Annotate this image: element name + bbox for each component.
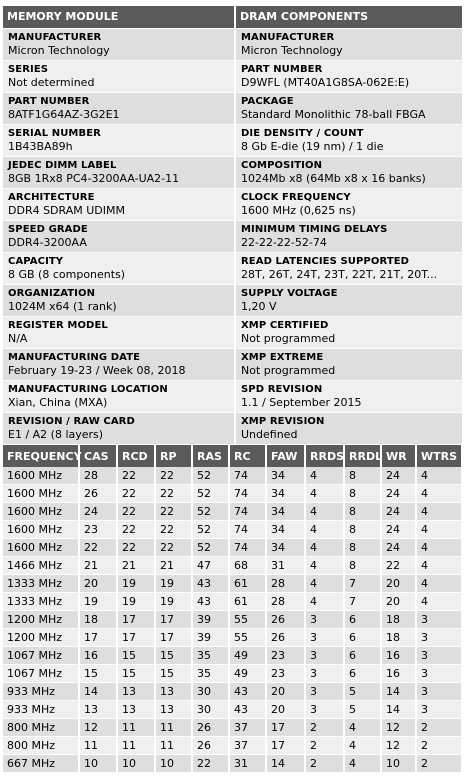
table-cell: 4 xyxy=(344,737,381,755)
dram-components-fields xyxy=(236,29,462,445)
table-cell: 17 xyxy=(117,611,155,629)
table-cell: 1200 MHz xyxy=(3,629,79,647)
table-cell: 22 xyxy=(117,539,155,557)
table-cell: 4 xyxy=(305,521,344,539)
field-label: REGISTER MODEL xyxy=(8,320,108,331)
table-row xyxy=(3,719,462,737)
field-value: 1,20 V xyxy=(241,300,277,313)
table-cell: 1200 MHz xyxy=(3,611,79,629)
table-cell: 4 xyxy=(305,557,344,575)
table-cell: 17 xyxy=(117,629,155,647)
table-cell: 15 xyxy=(117,647,155,665)
table-cell: 22 xyxy=(381,557,416,575)
field-label: READ LATENCIES SUPPORTED xyxy=(241,256,410,267)
field-value: E1 / A2 (8 layers) xyxy=(8,428,104,441)
table-cell: 4 xyxy=(305,593,344,611)
table-cell: 13 xyxy=(117,683,155,701)
timing-table-header-row xyxy=(3,445,462,467)
table-cell: 10 xyxy=(79,755,117,773)
table-cell: 13 xyxy=(117,701,155,719)
field-label: JEDEC DIMM LABEL xyxy=(8,160,117,171)
table-cell: 933 MHz xyxy=(3,701,79,719)
table-cell: 74 xyxy=(229,467,266,485)
table-cell: 800 MHz xyxy=(3,719,79,737)
table-cell: 74 xyxy=(229,503,266,521)
table-cell: 10 xyxy=(155,755,192,773)
table-cell: 3 xyxy=(416,629,462,647)
table-cell: 4 xyxy=(416,503,462,521)
table-cell: 26 xyxy=(192,719,229,737)
table-cell: 19 xyxy=(155,575,192,593)
table-cell: 22 xyxy=(155,485,192,503)
table-row xyxy=(3,539,462,557)
table-cell: 22 xyxy=(79,539,117,557)
table-cell: 11 xyxy=(155,737,192,755)
table-cell: 24 xyxy=(381,503,416,521)
field-value: 8 GB (8 components) xyxy=(8,268,126,281)
field-label: SPD REVISION xyxy=(241,384,323,395)
table-cell: 19 xyxy=(79,593,117,611)
table-cell: 52 xyxy=(192,521,229,539)
memory-module-field xyxy=(3,317,234,348)
table-cell: 22 xyxy=(155,467,192,485)
table-cell: 1466 MHz xyxy=(3,557,79,575)
column-header-wtrs: WTRS xyxy=(416,445,462,467)
table-cell: 43 xyxy=(192,575,229,593)
table-cell: 1067 MHz xyxy=(3,647,79,665)
table-cell: 22 xyxy=(192,755,229,773)
memory-module-field xyxy=(3,29,234,60)
table-row xyxy=(3,647,462,665)
table-cell: 4 xyxy=(416,557,462,575)
table-cell: 14 xyxy=(79,683,117,701)
table-cell: 35 xyxy=(192,647,229,665)
field-label: MINIMUM TIMING DELAYS xyxy=(241,224,388,235)
table-cell: 11 xyxy=(79,737,117,755)
table-cell: 4 xyxy=(416,521,462,539)
table-row xyxy=(3,467,462,485)
column-header-ras: RAS xyxy=(192,445,229,467)
dram-components-field xyxy=(236,189,462,220)
table-cell: 43 xyxy=(229,683,266,701)
table-cell: 4 xyxy=(305,575,344,593)
table-row xyxy=(3,683,462,701)
table-cell: 3 xyxy=(416,647,462,665)
field-label: SPEED GRADE xyxy=(8,224,88,235)
dram-components-field xyxy=(236,221,462,252)
table-cell: 23 xyxy=(79,521,117,539)
column-header-rcd: RCD xyxy=(117,445,155,467)
table-cell: 7 xyxy=(344,575,381,593)
table-cell: 19 xyxy=(117,593,155,611)
table-cell: 74 xyxy=(229,539,266,557)
table-cell: 12 xyxy=(381,737,416,755)
table-cell: 26 xyxy=(192,737,229,755)
table-cell: 68 xyxy=(229,557,266,575)
table-cell: 11 xyxy=(155,719,192,737)
table-cell: 16 xyxy=(79,647,117,665)
table-row xyxy=(3,521,462,539)
column-header-wr: WR xyxy=(381,445,416,467)
table-cell: 12 xyxy=(381,719,416,737)
field-label: SERIES xyxy=(8,64,49,75)
table-cell: 52 xyxy=(192,503,229,521)
table-cell: 4 xyxy=(305,539,344,557)
field-value: DDR4 SDRAM UDIMM xyxy=(8,204,125,217)
table-cell: 3 xyxy=(305,647,344,665)
table-cell: 1600 MHz xyxy=(3,503,79,521)
table-cell: 1067 MHz xyxy=(3,665,79,683)
field-value: Micron Technology xyxy=(8,44,110,57)
dram-components-field xyxy=(236,61,462,92)
table-cell: 14 xyxy=(381,701,416,719)
field-label: DIE DENSITY / COUNT xyxy=(241,128,364,139)
table-cell: 2 xyxy=(305,755,344,773)
table-cell: 15 xyxy=(155,647,192,665)
table-cell: 10 xyxy=(117,755,155,773)
table-cell: 39 xyxy=(192,629,229,647)
table-cell: 3 xyxy=(416,683,462,701)
table-cell: 26 xyxy=(266,611,305,629)
table-cell: 5 xyxy=(344,683,381,701)
field-value: 1024Mb x8 (64Mb x8 x 16 banks) xyxy=(241,172,426,185)
table-cell: 15 xyxy=(155,665,192,683)
table-cell: 18 xyxy=(381,611,416,629)
field-value: 1B43BA89h xyxy=(8,140,73,153)
table-cell: 24 xyxy=(381,539,416,557)
memory-module-field xyxy=(3,61,234,92)
table-cell: 2 xyxy=(416,719,462,737)
table-cell: 6 xyxy=(344,647,381,665)
table-cell: 20 xyxy=(266,683,305,701)
table-row xyxy=(3,557,462,575)
column-header-rc: RC xyxy=(229,445,266,467)
table-cell: 21 xyxy=(79,557,117,575)
table-cell: 43 xyxy=(229,701,266,719)
table-cell: 8 xyxy=(344,521,381,539)
table-cell: 3 xyxy=(305,665,344,683)
field-value: 22-22-22-52-74 xyxy=(241,236,327,249)
table-cell: 667 MHz xyxy=(3,755,79,773)
table-cell: 17 xyxy=(79,629,117,647)
table-cell: 31 xyxy=(266,557,305,575)
table-cell: 2 xyxy=(416,755,462,773)
table-cell: 43 xyxy=(192,593,229,611)
table-cell: 1600 MHz xyxy=(3,521,79,539)
field-label: MANUFACTURER xyxy=(241,32,335,43)
field-label: SERIAL NUMBER xyxy=(8,128,101,139)
table-cell: 23 xyxy=(266,665,305,683)
table-cell: 21 xyxy=(155,557,192,575)
memory-module-field xyxy=(3,285,234,316)
memory-module-field xyxy=(3,221,234,252)
table-cell: 4 xyxy=(416,539,462,557)
table-row xyxy=(3,503,462,521)
table-cell: 39 xyxy=(192,611,229,629)
table-cell: 37 xyxy=(229,737,266,755)
table-cell: 24 xyxy=(381,521,416,539)
field-label: ARCHITECTURE xyxy=(8,192,95,203)
table-cell: 3 xyxy=(305,611,344,629)
field-label: REVISION / RAW CARD xyxy=(8,416,135,427)
table-cell: 16 xyxy=(381,665,416,683)
field-value: 1024M x64 (1 rank) xyxy=(8,300,117,313)
table-cell: 2 xyxy=(305,719,344,737)
dram-components-field xyxy=(236,381,462,412)
table-cell: 933 MHz xyxy=(3,683,79,701)
memory-module-field xyxy=(3,93,234,124)
table-cell: 47 xyxy=(192,557,229,575)
table-cell: 19 xyxy=(117,575,155,593)
field-label: CLOCK FREQUENCY xyxy=(241,192,351,203)
field-value: 28T, 26T, 24T, 23T, 22T, 21T, 20T... xyxy=(241,268,438,281)
table-cell: 28 xyxy=(266,575,305,593)
table-row xyxy=(3,593,462,611)
table-cell: 18 xyxy=(381,629,416,647)
field-label: XMP CERTIFIED xyxy=(241,320,329,331)
table-cell: 55 xyxy=(229,629,266,647)
table-cell: 55 xyxy=(229,611,266,629)
dram-components-field xyxy=(236,93,462,124)
table-cell: 15 xyxy=(79,665,117,683)
table-cell: 3 xyxy=(305,629,344,647)
field-label: PART NUMBER xyxy=(241,64,323,75)
memory-module-field xyxy=(3,189,234,220)
table-cell: 17 xyxy=(266,719,305,737)
table-cell: 34 xyxy=(266,503,305,521)
table-cell: 4 xyxy=(416,485,462,503)
field-label: MANUFACTURING LOCATION xyxy=(8,384,168,395)
table-cell: 34 xyxy=(266,467,305,485)
table-cell: 22 xyxy=(155,539,192,557)
table-cell: 34 xyxy=(266,539,305,557)
column-header-rrdl: RRDL xyxy=(344,445,381,467)
table-cell: 18 xyxy=(79,611,117,629)
table-cell: 4 xyxy=(416,467,462,485)
dram-components-field xyxy=(236,253,462,284)
timing-table xyxy=(3,445,463,773)
memory-module-header: MEMORY MODULE xyxy=(3,6,234,28)
field-value: Micron Technology xyxy=(241,44,343,57)
dram-components-field xyxy=(236,413,462,444)
table-cell: 4 xyxy=(344,755,381,773)
field-value: 8GB 1Rx8 PC4-3200AA-UA2-11 xyxy=(8,172,180,185)
table-cell: 52 xyxy=(192,539,229,557)
table-cell: 20 xyxy=(266,701,305,719)
table-cell: 4 xyxy=(416,575,462,593)
table-cell: 4 xyxy=(416,593,462,611)
table-cell: 1333 MHz xyxy=(3,575,79,593)
table-cell: 31 xyxy=(229,755,266,773)
field-value: D9WFL (MT40A1G8SA-062E:E) xyxy=(241,76,410,89)
table-cell: 6 xyxy=(344,611,381,629)
field-label: XMP REVISION xyxy=(241,416,325,427)
table-cell: 74 xyxy=(229,521,266,539)
table-cell: 30 xyxy=(192,701,229,719)
column-header-faw: FAW xyxy=(266,445,305,467)
table-cell: 2 xyxy=(305,737,344,755)
table-cell: 20 xyxy=(381,593,416,611)
table-cell: 24 xyxy=(381,485,416,503)
table-cell: 800 MHz xyxy=(3,737,79,755)
table-cell: 52 xyxy=(192,467,229,485)
column-header-frequency: FREQUENCY xyxy=(3,445,79,467)
field-label: PACKAGE xyxy=(241,96,294,107)
field-value: Not determined xyxy=(8,76,95,89)
table-cell: 13 xyxy=(155,683,192,701)
memory-module-field xyxy=(3,253,234,284)
column-header-cas: CAS xyxy=(79,445,117,467)
table-cell: 8 xyxy=(344,485,381,503)
table-cell: 19 xyxy=(155,593,192,611)
dram-components-field xyxy=(236,125,462,156)
table-cell: 6 xyxy=(344,665,381,683)
table-cell: 34 xyxy=(266,521,305,539)
table-cell: 4 xyxy=(344,719,381,737)
table-cell: 22 xyxy=(117,521,155,539)
table-cell: 1600 MHz xyxy=(3,539,79,557)
table-row xyxy=(3,737,462,755)
table-cell: 7 xyxy=(344,593,381,611)
table-cell: 8 xyxy=(344,467,381,485)
table-cell: 2 xyxy=(416,737,462,755)
table-cell: 14 xyxy=(266,755,305,773)
column-header-rp: RP xyxy=(155,445,192,467)
dram-components-field xyxy=(236,317,462,348)
table-cell: 13 xyxy=(155,701,192,719)
table-cell: 3 xyxy=(416,611,462,629)
table-cell: 22 xyxy=(117,485,155,503)
table-cell: 3 xyxy=(416,665,462,683)
field-label: MANUFACTURER xyxy=(8,32,102,43)
table-cell: 28 xyxy=(79,467,117,485)
field-label: ORGANIZATION xyxy=(8,288,96,299)
memory-module-field xyxy=(3,157,234,188)
field-label: SUPPLY VOLTAGE xyxy=(241,288,338,299)
table-cell: 61 xyxy=(229,593,266,611)
table-cell: 74 xyxy=(229,485,266,503)
table-cell: 12 xyxy=(79,719,117,737)
dram-components-field xyxy=(236,349,462,380)
table-cell: 37 xyxy=(229,719,266,737)
table-cell: 20 xyxy=(79,575,117,593)
table-cell: 4 xyxy=(305,503,344,521)
table-cell: 24 xyxy=(381,467,416,485)
table-cell: 5 xyxy=(344,701,381,719)
memory-module-field xyxy=(3,381,234,412)
table-cell: 22 xyxy=(155,521,192,539)
dram-components-header: DRAM COMPONENTS xyxy=(236,6,462,28)
table-row xyxy=(3,611,462,629)
field-value: Xian, China (MXA) xyxy=(8,396,108,409)
table-cell: 8 xyxy=(344,557,381,575)
dram-components-field xyxy=(236,29,462,60)
memory-module-fields xyxy=(3,29,234,445)
table-cell: 16 xyxy=(381,647,416,665)
field-value: Undefined xyxy=(241,428,298,441)
table-cell: 13 xyxy=(79,701,117,719)
field-value: 8 Gb E-die (19 nm) / 1 die xyxy=(241,140,384,153)
field-value: Not programmed xyxy=(241,364,336,377)
field-value: February 19-23 / Week 08, 2018 xyxy=(8,364,186,377)
field-label: XMP EXTREME xyxy=(241,352,324,363)
memory-module-field xyxy=(3,125,234,156)
table-cell: 4 xyxy=(305,485,344,503)
memory-module-field xyxy=(3,349,234,380)
field-label: MANUFACTURING DATE xyxy=(8,352,141,363)
dram-components-field xyxy=(236,157,462,188)
table-cell: 1333 MHz xyxy=(3,593,79,611)
table-cell: 15 xyxy=(117,665,155,683)
table-cell: 3 xyxy=(305,683,344,701)
table-cell: 28 xyxy=(266,593,305,611)
table-cell: 6 xyxy=(344,629,381,647)
table-cell: 1600 MHz xyxy=(3,467,79,485)
table-row xyxy=(3,665,462,683)
table-cell: 17 xyxy=(155,611,192,629)
table-row xyxy=(3,755,462,773)
table-cell: 8 xyxy=(344,539,381,557)
table-cell: 35 xyxy=(192,665,229,683)
table-row xyxy=(3,485,462,503)
field-value: N/A xyxy=(8,332,28,345)
table-cell: 17 xyxy=(266,737,305,755)
table-cell: 10 xyxy=(381,755,416,773)
memory-module-field xyxy=(3,413,234,444)
table-cell: 20 xyxy=(381,575,416,593)
column-header-rrds: RRDS xyxy=(305,445,344,467)
table-row xyxy=(3,629,462,647)
table-cell: 49 xyxy=(229,647,266,665)
table-cell: 21 xyxy=(117,557,155,575)
table-cell: 4 xyxy=(305,467,344,485)
table-cell: 30 xyxy=(192,683,229,701)
table-cell: 23 xyxy=(266,647,305,665)
table-cell: 61 xyxy=(229,575,266,593)
table-row xyxy=(3,575,462,593)
table-row xyxy=(3,701,462,719)
dram-components-field xyxy=(236,285,462,316)
field-value: Standard Monolithic 78-ball FBGA xyxy=(241,108,426,121)
field-value: Not programmed xyxy=(241,332,336,345)
table-cell: 49 xyxy=(229,665,266,683)
field-label: PART NUMBER xyxy=(8,96,90,107)
table-cell: 11 xyxy=(117,737,155,755)
table-cell: 3 xyxy=(305,701,344,719)
table-cell: 17 xyxy=(155,629,192,647)
table-cell: 24 xyxy=(79,503,117,521)
field-label: COMPOSITION xyxy=(241,160,323,171)
field-label: CAPACITY xyxy=(8,256,64,267)
field-value: 1.1 / September 2015 xyxy=(241,396,362,409)
table-cell: 14 xyxy=(381,683,416,701)
table-cell: 26 xyxy=(79,485,117,503)
table-cell: 22 xyxy=(155,503,192,521)
table-cell: 8 xyxy=(344,503,381,521)
table-cell: 22 xyxy=(117,503,155,521)
field-value: 1600 MHz (0,625 ns) xyxy=(241,204,356,217)
field-value: 8ATF1G64AZ-3G2E1 xyxy=(8,108,120,121)
table-cell: 1600 MHz xyxy=(3,485,79,503)
table-cell: 26 xyxy=(266,629,305,647)
table-cell: 11 xyxy=(117,719,155,737)
field-value: DDR4-3200AA xyxy=(8,236,87,249)
table-cell: 34 xyxy=(266,485,305,503)
table-cell: 52 xyxy=(192,485,229,503)
table-cell: 22 xyxy=(117,467,155,485)
table-cell: 3 xyxy=(416,701,462,719)
